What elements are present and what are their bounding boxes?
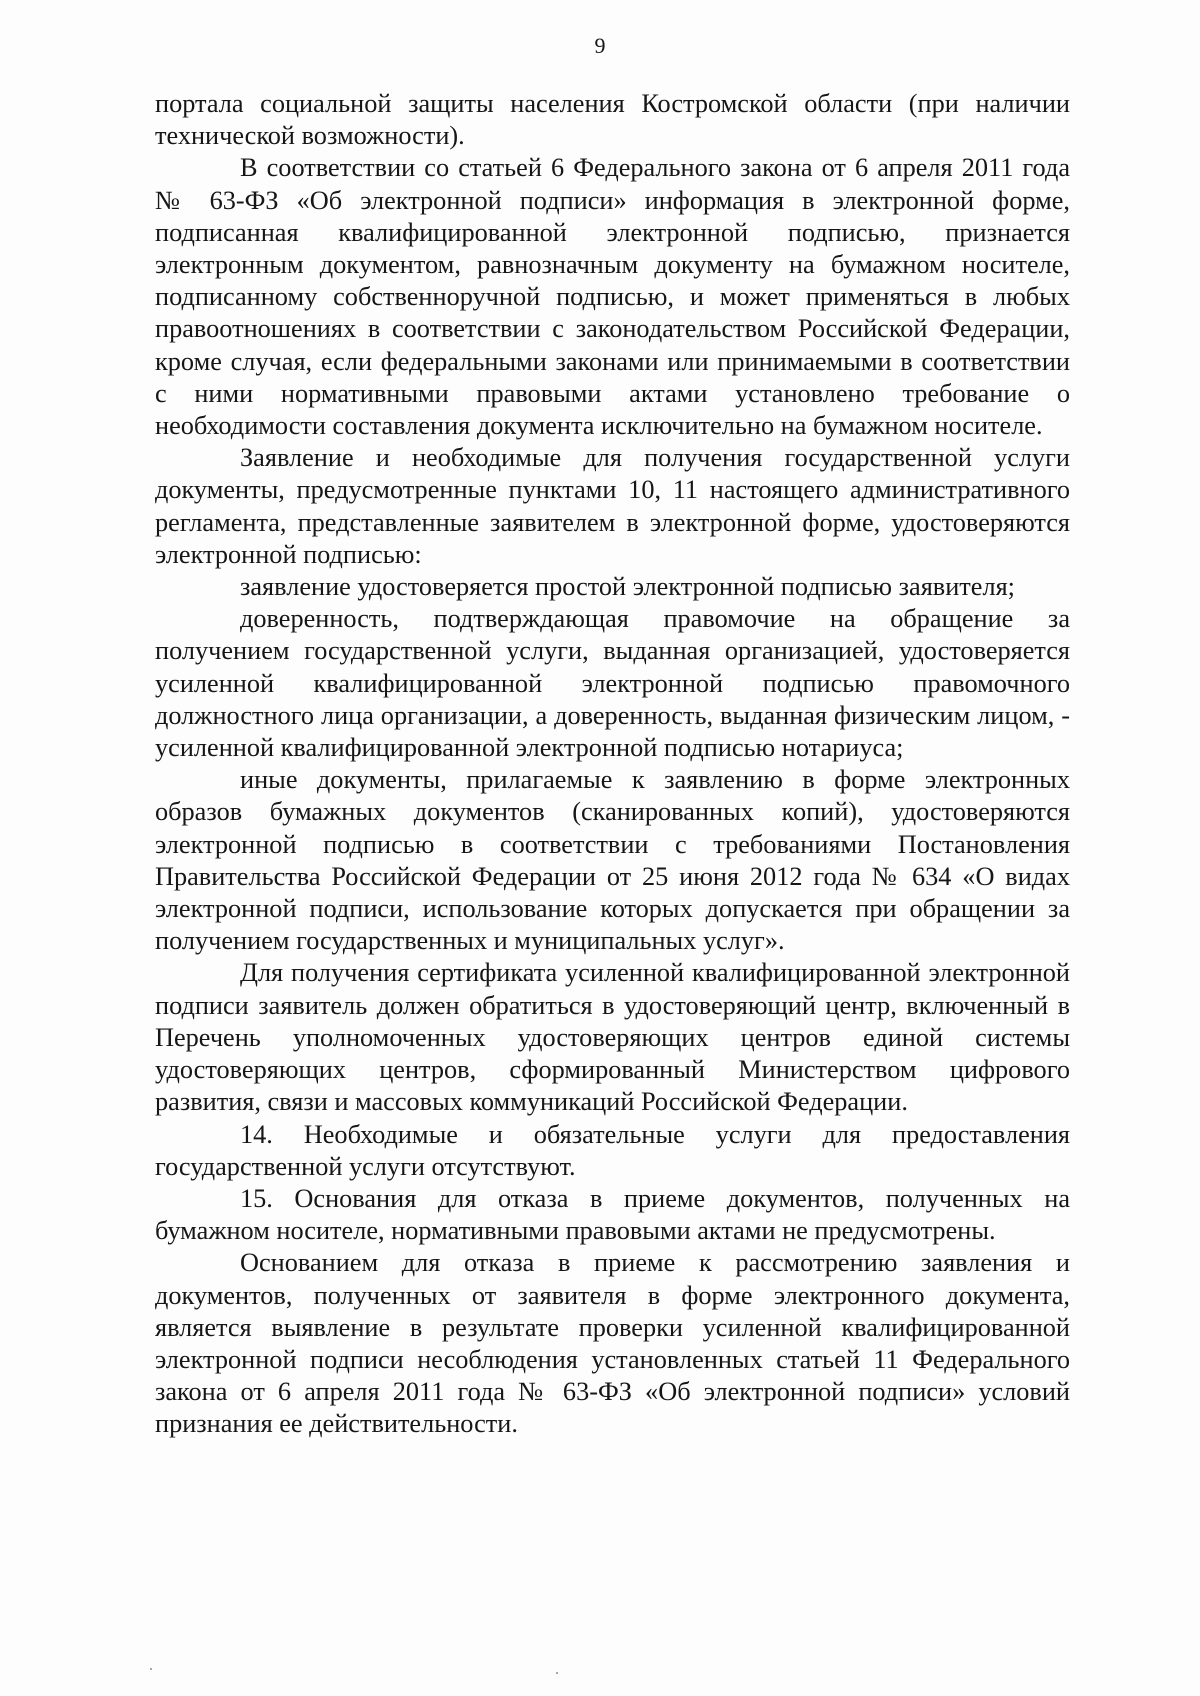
- paragraph-electronic-signature-law: В соответствии со статьей 6 Федерального закона от 6 апреля 2011 года № 63-ФЗ «Об электронной подписи» информация в электронной форме, подписанная квалифицированной электронной подписью, признается электронным документом, равнозначным документу на бумажном носителе, подписанному собственноручной подписью, и может применяться в любых правоотношениях в соответствии с законодательством Российской Федерации, кроме случая, если федеральными законами или принимаемыми в соответствии с ними нормативными правовыми актами установлено требование о необходимости составления документа исключительно на бумажном носителе.: [155, 153, 1070, 441]
- paragraph-other-documents: иные документы, прилагаемые к заявлению в форме электронных образов бумажных документов (сканированных копий), удостоверяются электронной подписью в соответствии с требованиями Постановления Правительства Российской Федерации от 25 июня 2012 года № 634 «О видах электронной подписи, использование которых допускается при обращении за получением государственных и муниципальных услуг».: [155, 765, 1070, 956]
- scan-speck: [150, 1668, 152, 1670]
- page-number: 9: [594, 33, 606, 58]
- paragraph-item-14: 14. Необходимые и обязательные услуги для предоставления государственной услуги отсутствуют.: [155, 1119, 1070, 1181]
- paragraph-power-of-attorney: доверенность, подтверждающая правомочие на обращение за получением государственной услуги, выданная организацией, удостоверяется усиленной квалифицированной электронной подписью правомочного должностного лица организации, а доверенность, выданная физическим лицом, - усиленной квалифицированной электронной подписью нотариуса;: [155, 604, 1070, 763]
- paragraph-portal-continuation: портала социальной защиты населения Костромской области (при наличии технической возможности).: [155, 89, 1070, 151]
- paragraph-application-documents: Заявление и необходимые для получения государственной услуги документы, предусмотренные пунктами 10, 11 настоящего административного регламента, представленные заявителем в электронной форме, удостоверяются электронной подписью:: [155, 443, 1070, 569]
- paragraph-certificate: Для получения сертификата усиленной квалифицированной электронной подписи заявитель должен обратиться в удостоверяющий центр, включенный в Перечень уполномоченных удостоверяющих центров единой системы удостоверяющих центров, сформированный Министерством цифрового развития, связи и массовых коммуникаций Российской Федерации.: [155, 958, 1070, 1117]
- scan-speck: [556, 1672, 558, 1674]
- paragraph-refusal-grounds: Основанием для отказа в приеме к рассмотрению заявления и документов, полученных от заявителя в форме электронного документа, является выявление в результате проверки усиленной квалифицированной электронной подписи несоблюдения установленных статьей 11 Федерального закона от 6 апреля 2011 года № 63-ФЗ «Об электронной подписи» условий признания ее действительности.: [155, 1248, 1070, 1439]
- paragraph-application-signature: заявление удостоверяется простой электронной подписью заявителя;: [240, 572, 1015, 602]
- document-body: [155, 88, 1070, 1441]
- paragraph-item-15: 15. Основания для отказа в приеме документов, полученных на бумажном носителе, нормативными правовыми актами не предусмотрены.: [155, 1183, 1070, 1246]
